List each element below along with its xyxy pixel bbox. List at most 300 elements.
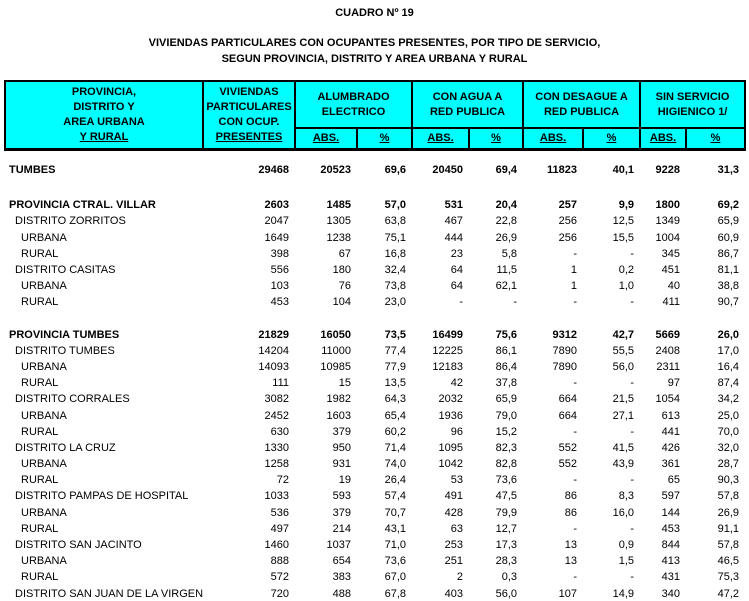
value-cell: 20450: [432, 164, 464, 177]
value-cell: 536: [270, 506, 289, 519]
value-cell: 53: [450, 474, 464, 487]
value-cell: 17,0: [717, 344, 740, 357]
table-number-title: CUADRO Nº 19: [335, 7, 414, 19]
table-row: [5, 505, 745, 521]
value-cell: 15,2: [495, 425, 518, 438]
abs-label: ABS.: [539, 131, 567, 144]
value-cell: 75,3: [717, 571, 740, 584]
value-cell: 42: [450, 377, 464, 390]
value-cell: 63: [450, 522, 464, 535]
row-label: RURAL: [21, 296, 59, 309]
value-cell: 73,6: [495, 474, 518, 487]
pct-label: %: [606, 131, 617, 144]
value-cell: 256: [558, 215, 578, 228]
value-cell: 76: [338, 280, 351, 293]
value-cell: 572: [270, 571, 289, 584]
value-cell: 7890: [552, 344, 578, 357]
value-cell: 552: [558, 458, 578, 471]
header-line: CON OCUP.: [218, 115, 280, 128]
value-cell: 67,8: [384, 587, 407, 600]
table-body: [5, 149, 745, 601]
table-row: [5, 294, 745, 310]
value-cell: 426: [661, 441, 681, 454]
spacer-cell: [5, 149, 745, 162]
row-label: URBANA: [21, 458, 67, 471]
row-label: PROVINCIA CTRAL. VILLAR: [9, 199, 156, 212]
value-cell: 144: [661, 506, 681, 519]
value-cell: 65: [667, 474, 681, 487]
value-cell: 1: [570, 264, 578, 277]
header-line: Y RURAL: [79, 130, 129, 143]
spacer-cell: [5, 311, 745, 327]
value-cell: -: [630, 377, 635, 390]
value-cell: 73,5: [384, 328, 407, 341]
value-cell: 2032: [438, 393, 464, 406]
value-cell: -: [630, 296, 635, 309]
value-cell: 90,3: [717, 474, 740, 487]
value-cell: 256: [558, 231, 578, 244]
table-row: [5, 278, 745, 294]
value-cell: 12183: [432, 360, 464, 373]
value-cell: 104: [332, 296, 351, 309]
value-cell: 34,2: [717, 393, 740, 406]
row-label: DISTRITO CASITAS: [15, 264, 116, 277]
table-title-line1: VIVIENDAS PARTICULARES CON OCUPANTES PRESENTES, POR TIPO DE SERVICIO,: [148, 37, 601, 49]
table-row: [5, 586, 745, 601]
value-cell: 26,0: [717, 328, 740, 341]
header-line: PROVINCIA,: [71, 85, 137, 98]
value-cell: 31,3: [717, 164, 740, 177]
value-cell: 79,0: [495, 409, 518, 422]
table-row: [5, 359, 745, 375]
value-cell: -: [573, 522, 578, 535]
value-cell: 720: [270, 587, 289, 600]
row-label: DISTRITO CORRALES: [15, 393, 130, 406]
value-cell: 453: [661, 522, 681, 535]
value-cell: 13: [564, 555, 578, 568]
value-cell: 1936: [438, 409, 464, 422]
value-cell: 1603: [326, 409, 351, 422]
row-label: RURAL: [21, 522, 59, 535]
abs-label: ABS.: [649, 131, 677, 144]
value-cell: 67,0: [384, 571, 407, 584]
value-cell: 253: [444, 539, 464, 552]
value-cell: 43,9: [612, 458, 635, 471]
value-cell: 63,8: [384, 215, 407, 228]
value-cell: 77,9: [384, 360, 407, 373]
row-label: DISTRITO PAMPAS DE HOSPITAL: [15, 490, 189, 503]
row-label: URBANA: [21, 555, 67, 568]
header-alumbrado-electrico: [295, 81, 412, 128]
value-cell: 0,9: [618, 539, 635, 552]
value-cell: 0,3: [501, 571, 518, 584]
value-cell: 64,3: [384, 393, 407, 406]
value-cell: 488: [332, 587, 351, 600]
table-title-line2: SEGUN PROVINCIA, DISTRITO Y AREA URBANA Y RURAL: [221, 53, 528, 65]
value-cell: 10985: [320, 360, 351, 373]
row-label: DISTRITO SAN JUAN DE LA VIRGEN: [15, 587, 204, 600]
value-cell: 57,4: [384, 490, 407, 503]
header-agua-red-publica: [412, 81, 523, 128]
pct-label: %: [710, 131, 721, 144]
value-cell: 86,1: [495, 344, 518, 357]
value-cell: 597: [661, 490, 681, 503]
value-cell: 2: [456, 571, 464, 584]
header-pct-agua: [469, 128, 523, 149]
header-pct-sin-servicio: [686, 128, 745, 149]
value-cell: 1,0: [618, 280, 635, 293]
value-cell: 42,7: [612, 328, 635, 341]
table-row: [5, 230, 745, 246]
value-cell: 27,1: [612, 409, 635, 422]
value-cell: 86: [564, 506, 578, 519]
value-cell: 444: [444, 231, 464, 244]
table-row: [5, 569, 745, 585]
header-line: PARTICULARES: [206, 100, 292, 113]
value-cell: 56,0: [495, 587, 518, 600]
header-line: HIGIENICO 1/: [657, 105, 728, 118]
value-cell: 79,9: [495, 506, 518, 519]
value-cell: 69,2: [717, 199, 740, 212]
value-cell: 14093: [258, 360, 289, 373]
value-cell: 180: [332, 264, 351, 277]
value-cell: 1: [570, 280, 578, 293]
value-cell: 21,5: [612, 393, 635, 406]
table-row: [5, 213, 745, 229]
value-cell: 383: [332, 571, 351, 584]
value-cell: -: [573, 474, 578, 487]
value-cell: 37,8: [495, 377, 518, 390]
value-cell: 64: [450, 264, 464, 277]
header-line: RED PUBLICA: [429, 105, 506, 118]
row-label: TUMBES: [9, 164, 56, 177]
value-cell: 40: [667, 280, 681, 293]
value-cell: 14,9: [612, 587, 635, 600]
value-cell: 1054: [655, 393, 681, 406]
value-cell: 69,6: [384, 164, 407, 177]
row-label: URBANA: [21, 409, 67, 422]
value-cell: 1033: [264, 490, 289, 503]
value-cell: 1004: [655, 231, 681, 244]
value-cell: 55,5: [612, 344, 635, 357]
value-cell: -: [573, 425, 578, 438]
value-cell: 86,4: [495, 360, 518, 373]
value-cell: 950: [332, 441, 351, 454]
value-cell: 62,1: [495, 280, 518, 293]
value-cell: 11,5: [496, 264, 518, 277]
table-row: [5, 391, 745, 407]
value-cell: 26,9: [495, 231, 518, 244]
value-cell: 21829: [258, 328, 289, 341]
value-cell: 379: [332, 425, 351, 438]
value-cell: 86: [564, 490, 578, 503]
value-cell: 888: [270, 555, 289, 568]
header-provincia-distrito: [5, 81, 203, 149]
table-row: [5, 162, 745, 178]
value-cell: 361: [661, 458, 681, 471]
value-cell: -: [630, 247, 635, 260]
value-cell: 28,3: [495, 555, 518, 568]
value-cell: 60,9: [717, 231, 740, 244]
value-cell: 86,7: [717, 247, 740, 260]
table-header: [5, 81, 745, 149]
header-line: PRESENTES: [215, 130, 283, 143]
value-cell: 26,4: [384, 474, 407, 487]
value-cell: 556: [270, 264, 289, 277]
value-cell: 2452: [264, 409, 289, 422]
value-cell: 12,7: [495, 522, 518, 535]
value-cell: 1330: [264, 441, 289, 454]
value-cell: 379: [332, 506, 351, 519]
abs-label: ABS.: [427, 131, 454, 144]
row-label: RURAL: [21, 474, 59, 487]
header-abs-alumbrado: [295, 128, 357, 149]
row-label: DISTRITO ZORRITOS: [15, 215, 126, 228]
value-cell: 9,9: [618, 199, 635, 212]
value-cell: 13,5: [384, 377, 407, 390]
value-cell: 8,3: [618, 490, 635, 503]
value-cell: 97: [667, 377, 681, 390]
row-label: URBANA: [21, 280, 67, 293]
value-cell: 57,8: [717, 490, 740, 503]
value-cell: 71,4: [384, 441, 407, 454]
table-row: [5, 424, 745, 440]
value-cell: 56,0: [612, 360, 635, 373]
table-row: [5, 375, 745, 391]
table-row: [5, 537, 745, 553]
table-row: [5, 553, 745, 569]
value-cell: 73,6: [384, 555, 407, 568]
header-line: DISTRITO Y: [73, 100, 135, 113]
row-label: URBANA: [21, 506, 67, 519]
value-cell: 1258: [264, 458, 289, 471]
value-cell: 87,4: [717, 377, 740, 390]
value-cell: 23: [450, 247, 464, 260]
value-cell: 664: [558, 393, 578, 406]
pct-label: %: [491, 131, 501, 144]
value-cell: 1649: [264, 231, 289, 244]
value-cell: -: [573, 377, 578, 390]
value-cell: 14204: [258, 344, 289, 357]
value-cell: 65,4: [384, 409, 407, 422]
value-cell: 12225: [432, 344, 464, 357]
value-cell: 613: [661, 409, 681, 422]
value-cell: 20523: [320, 164, 351, 177]
value-cell: 654: [332, 555, 351, 568]
value-cell: 5,8: [501, 247, 518, 260]
value-cell: 451: [661, 264, 681, 277]
value-cell: 26,9: [717, 506, 740, 519]
header-desague-red-publica: [523, 81, 640, 128]
value-cell: 5669: [655, 328, 681, 341]
table-row: [5, 327, 745, 343]
value-cell: 1,5: [618, 555, 635, 568]
value-cell: 75,6: [495, 328, 518, 341]
table-row: [5, 407, 745, 423]
value-cell: 664: [558, 409, 578, 422]
value-cell: 73,8: [384, 280, 407, 293]
value-cell: 2047: [264, 215, 289, 228]
value-cell: 46,5: [717, 555, 740, 568]
value-cell: 43,1: [384, 522, 407, 535]
value-cell: 2311: [656, 360, 681, 373]
header-abs-desague: [523, 128, 583, 149]
value-cell: 345: [661, 247, 681, 260]
value-cell: 32,4: [384, 264, 407, 277]
header-sin-servicio-higienico: [640, 81, 745, 128]
value-cell: 411: [662, 296, 681, 309]
value-cell: 29468: [258, 164, 289, 177]
value-cell: 23,0: [384, 296, 407, 309]
value-cell: 20,4: [495, 199, 518, 212]
value-cell: 7890: [552, 360, 578, 373]
header-group-row: [5, 81, 745, 128]
header-line: ALUMBRADO: [317, 90, 390, 103]
header-line: CON DESAGUE A: [535, 90, 628, 103]
value-cell: 91,1: [717, 522, 740, 535]
value-cell: 96: [450, 425, 464, 438]
value-cell: -: [459, 296, 464, 309]
value-cell: 11000: [321, 344, 351, 357]
table-row: [5, 440, 745, 456]
value-cell: 81,1: [717, 264, 740, 277]
value-cell: 15: [338, 377, 351, 390]
value-cell: 431: [661, 571, 681, 584]
value-cell: 57,8: [717, 539, 740, 552]
value-cell: 1349: [655, 215, 681, 228]
value-cell: 497: [270, 522, 289, 535]
value-cell: 2603: [264, 199, 289, 212]
value-cell: 47,5: [495, 490, 518, 503]
value-cell: 40,1: [612, 164, 635, 177]
value-cell: 9312: [552, 328, 578, 341]
value-cell: 17,3: [495, 539, 518, 552]
value-cell: 453: [270, 296, 289, 309]
table-row: [5, 488, 745, 504]
value-cell: 257: [558, 199, 578, 212]
value-cell: 75,1: [384, 231, 407, 244]
value-cell: 2408: [655, 344, 681, 357]
value-cell: 82,3: [495, 441, 518, 454]
value-cell: 16,4: [717, 360, 740, 373]
spacer-cell: [5, 178, 745, 197]
row-label: PROVINCIA TUMBES: [9, 328, 120, 341]
value-cell: 15,5: [612, 231, 635, 244]
header-line: RED PUBLICA: [543, 105, 620, 118]
table-row: [5, 456, 745, 472]
header-line: SIN SERVICIO: [655, 90, 730, 103]
value-cell: 1460: [264, 539, 289, 552]
census-table: [4, 80, 746, 601]
value-cell: 90,7: [717, 296, 740, 309]
value-cell: 38,8: [717, 280, 740, 293]
pct-label: %: [379, 131, 390, 144]
value-cell: 70,0: [717, 425, 740, 438]
value-cell: 65,9: [717, 215, 740, 228]
value-cell: 340: [661, 587, 681, 600]
value-cell: 1042: [438, 458, 464, 471]
value-cell: 25,0: [717, 409, 740, 422]
value-cell: 64: [450, 280, 464, 293]
value-cell: 77,4: [384, 344, 407, 357]
value-cell: 16,0: [612, 506, 635, 519]
value-cell: 844: [661, 539, 681, 552]
value-cell: 82,8: [495, 458, 518, 471]
value-cell: 593: [332, 490, 351, 503]
value-cell: 28,7: [717, 458, 740, 471]
value-cell: -: [573, 571, 578, 584]
value-cell: 1485: [326, 199, 351, 212]
value-cell: 70,7: [384, 506, 407, 519]
header-abs-agua: [412, 128, 469, 149]
table-row: [5, 343, 745, 359]
value-cell: 16,8: [384, 247, 407, 260]
value-cell: -: [573, 247, 578, 260]
value-cell: 65,9: [495, 393, 518, 406]
value-cell: 12,5: [612, 215, 635, 228]
value-cell: 552: [558, 441, 578, 454]
value-cell: 9228: [655, 164, 681, 177]
value-cell: 1800: [655, 199, 681, 212]
table-row: [5, 262, 745, 278]
spacer-row: [5, 178, 745, 197]
value-cell: 19: [338, 474, 351, 487]
value-cell: 1095: [438, 441, 464, 454]
value-cell: 1982: [326, 393, 351, 406]
value-cell: 67: [338, 247, 351, 260]
table-row: [5, 472, 745, 488]
value-cell: -: [630, 522, 635, 535]
row-label: DISTRITO LA CRUZ: [15, 441, 116, 454]
value-cell: 57,0: [384, 199, 407, 212]
value-cell: 251: [444, 555, 464, 568]
row-label: URBANA: [21, 360, 67, 373]
row-label: RURAL: [21, 571, 59, 584]
value-cell: 22,8: [495, 215, 518, 228]
row-label: RURAL: [21, 247, 59, 260]
header-pct-alumbrado: [357, 128, 412, 149]
value-cell: 413: [661, 555, 681, 568]
table-row: [5, 521, 745, 537]
value-cell: 103: [270, 280, 289, 293]
value-cell: 11823: [547, 164, 578, 177]
row-label: RURAL: [21, 425, 59, 438]
value-cell: 41,5: [612, 441, 635, 454]
value-cell: 630: [270, 425, 289, 438]
value-cell: 16499: [432, 328, 464, 341]
row-label: DISTRITO SAN JACINTO: [15, 539, 142, 552]
value-cell: 491: [444, 490, 464, 503]
value-cell: 441: [661, 425, 681, 438]
row-label: RURAL: [21, 377, 59, 390]
value-cell: -: [513, 296, 518, 309]
value-cell: 71,0: [384, 539, 407, 552]
value-cell: -: [573, 296, 578, 309]
value-cell: 13: [564, 539, 578, 552]
value-cell: 72: [276, 474, 289, 487]
value-cell: 32,0: [717, 441, 740, 454]
value-cell: 47,2: [717, 587, 740, 600]
value-cell: 1305: [326, 215, 351, 228]
value-cell: 69,4: [495, 164, 518, 177]
value-cell: -: [630, 571, 635, 584]
value-cell: 74,0: [384, 458, 407, 471]
value-cell: 107: [558, 587, 578, 600]
value-cell: 1238: [326, 231, 351, 244]
header-line: CON AGUA A: [432, 90, 503, 103]
value-cell: 467: [444, 215, 464, 228]
value-cell: 60,2: [384, 425, 407, 438]
